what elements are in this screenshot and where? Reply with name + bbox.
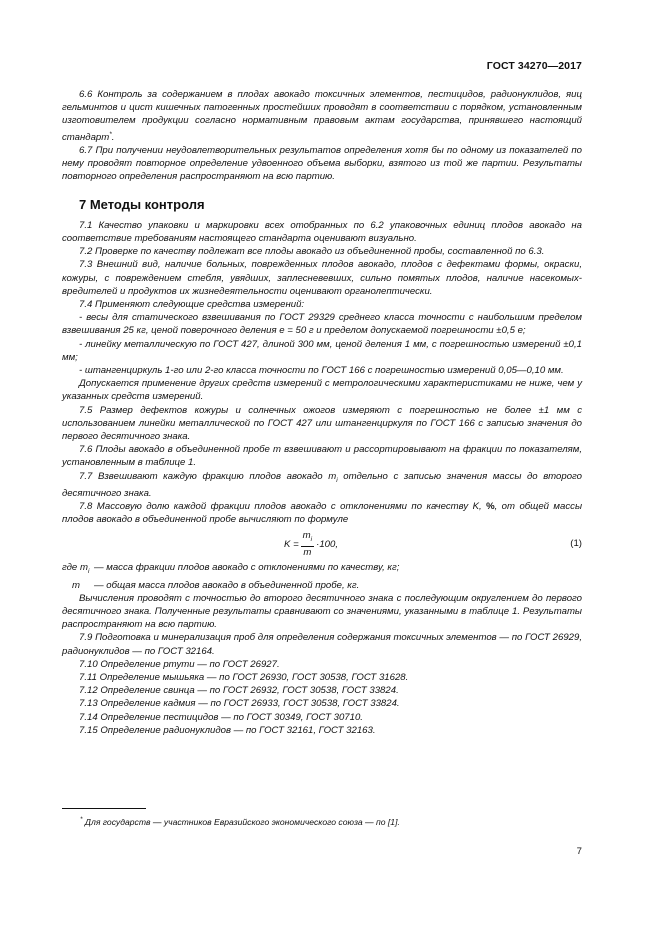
section-heading-7: 7 Методы контроля (79, 196, 205, 212)
paragraph-7-5: 7.5 Размер дефектов кожуры и солнечных ожогов измеряют с погрешностью не более ±1 мм с использованием линейки металлической по ГОСТ 427 или штангенциркуля по ГОСТ 166 с записью значения до первого десятичного знака. (62, 404, 582, 443)
paragraph-7-12: 7.12 Определение свинца — по ГОСТ 26932, ГОСТ 30538, ГОСТ 33824. (79, 685, 399, 697)
formula-rhs: ·100, (316, 538, 338, 550)
paragraph-calculation: Вычисления проводят с точностью до второго десятичного знака с последующим округлением до первого десятичного знака. Полученные результаты сравнивают со значениями, указанными в таблице 1. Результаты распространяют на всю партию. (62, 592, 582, 631)
formula-legend (62, 561, 582, 591)
paragraph-allowed: Допускается применение других средств измерений с метрологическими характеристиками не ниже, чем у указанных средств измерений. (62, 378, 582, 403)
page-number: 7 (576, 846, 582, 857)
formula-numerator: $m_i$ (301, 530, 314, 547)
list-item-caliper: - штангенциркуль 1-го или 2-го класса точности по ГОСТ 166 с погрешностью измерений 0,05—0,10 мм. (79, 365, 564, 377)
list-item-ruler: - линейку металлическую по ГОСТ 427, длиной 300 мм, ценой деления 1 мм, с погрешностью измерений ±0,1 мм; (62, 338, 582, 363)
paragraph-7-3: 7.3 Внешний вид, наличие больных, поврежденных плодов авокадо, плодов с дефектами формы, окраски, кожуры, с повреждением стебля, увядших, заплесневевших, сильно помятых плодов, наличие насекомых-вредителей и продуктов их жизнедеятельности оценивают органолептически. (62, 259, 582, 297)
paragraph-7-2: 7.2 Проверке по качеству подлежат все плоды авокадо из объединенной пробы, составленной по 6.3. (79, 246, 545, 258)
footnote-divider (62, 808, 146, 809)
formula-lhs: K = (284, 538, 299, 550)
paragraph-7-8: 7.8 Массовую долю каждой фракции плодов авокадо с отклонениями по качеству K, %, от общей массы плодов авокадо в объединенной пробе вычисляют по формуле (62, 500, 582, 526)
paragraph-7-4: 7.4 Применяют следующие средства измерений: (79, 299, 305, 311)
legend-row: m — общая масса плодов авокадо в объединенной пробе, кг. (72, 579, 360, 591)
document-header-id: ГОСТ 34270—2017 (486, 60, 582, 72)
paragraph-7-13: 7.13 Определение кадмия — по ГОСТ 26933, ГОСТ 30538, ГОСТ 33824. (79, 698, 400, 710)
paragraph-7-10: 7.10 Определение ртути — по ГОСТ 26927. (79, 658, 280, 670)
paragraph-6-6: 6.6 Контроль за содержанием в плодах авокадо токсичных элементов, пестицидов, радионуклидов, яиц гельминтов и цист кишечных патогенных простейших проводят в соответствии с порядком, установленным изготовителем продукции согласно нормативным правовым актам государства, принявшего настоящий стандарт*. (62, 89, 582, 143)
paragraph-7-6: 7.6 Плоды авокадо в объединенной пробе m взвешивают и рассортировывают на фракции по показателям, установленным в таблице 1. (62, 444, 582, 469)
formula-number: (1) (570, 538, 582, 550)
formula-fraction (301, 530, 314, 559)
document-body (62, 88, 582, 737)
formula-1 (62, 529, 582, 559)
paragraph-7-14: 7.14 Определение пестицидов — по ГОСТ 30349, ГОСТ 30710. (79, 711, 363, 723)
paragraph-6-7: 6.7 При получении неудовлетворительных результатов определения хотя бы по одному из показателей по нему проводят повторное определение удвоенного объема выборки, взятого из той же партии. Результаты повторного определения распространяют на всю партию. (62, 145, 582, 183)
footnote: * Для государств — участников Евразийского экономического союза — по [1]. (80, 816, 400, 827)
legend-row: где $m_i$ — масса фракции плодов авокадо с отклонениями по качеству, кг; (62, 562, 400, 576)
list-item-scales: - весы для статического взвешивания по ГОСТ 29329 среднего класса точности с наибольшим пределом взвешивания 25 кг, ценой поверочного деления e = 50 г и пределом допускаемой погрешности ±0,5 e; (62, 312, 582, 337)
paragraph-7-15: 7.15 Определение радионуклидов — по ГОСТ 32161, ГОСТ 32163. (79, 724, 376, 736)
formula-denominator: m (303, 546, 312, 558)
paragraph-7-1: 7.1 Качество упаковки и маркировки всех отобранных по 6.2 упаковочных единиц плодов авокадо на соответствие требованиям настоящего стандарта оценивают визуально. (62, 219, 582, 245)
formula-expression (284, 529, 338, 559)
paragraph-7-11: 7.11 Определение мышьяка — по ГОСТ 26930, ГОСТ 30538, ГОСТ 31628. (79, 671, 409, 683)
paragraph-7-9: 7.9 Подготовка и минерализация проб для определения содержания токсичных элементов — по ГОСТ 26929, радионуклидов — по ГОСТ 32164. (62, 632, 582, 657)
footnote-ref: * (109, 130, 112, 138)
paragraph-7-7: 7.7 Взвешивают каждую фракцию плодов авокадо $m_i$ отдельно с записью значения массы до второго десятичного знака. (62, 470, 582, 499)
